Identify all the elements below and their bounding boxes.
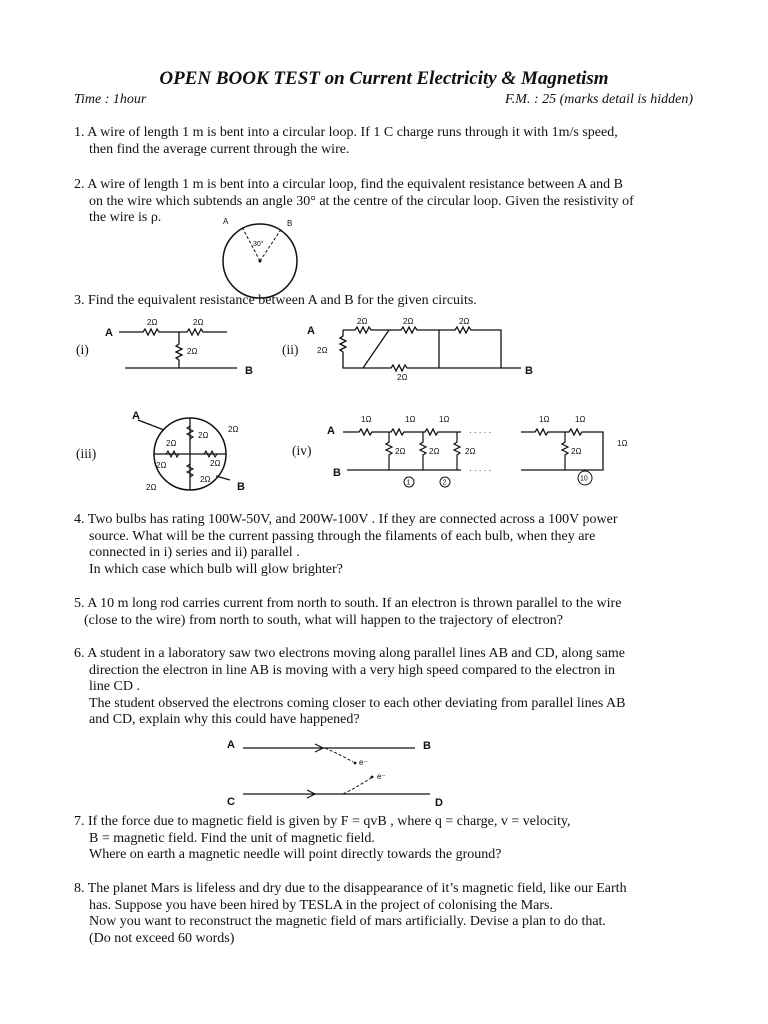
question-line: direction the electron in line AB is moving with a very high speed compared to the electron in	[89, 662, 616, 678]
resistor-label: 2Ω	[395, 447, 406, 456]
question-3	[74, 293, 704, 310]
resistor-label: 2Ω	[200, 475, 211, 484]
terminal-a-label: A	[307, 325, 315, 337]
time-label: Time : 1hour	[74, 92, 147, 107]
question-line: 3. Find the equivalent resistance between A and B for the given circuits.	[74, 293, 477, 308]
resistor-label: 2Ω	[187, 347, 198, 356]
resistor-label: 1Ω	[539, 415, 550, 424]
resistor-label: 2Ω	[228, 425, 239, 434]
resistor-label: 2Ω	[147, 318, 158, 327]
circuit-label-iv: (iv)	[292, 443, 312, 458]
marks-label: F.M. : 25 (marks detail is hidden)	[505, 92, 693, 107]
resistor-label: 2Ω	[571, 447, 582, 456]
terminal-b-label: B	[525, 365, 533, 377]
resistor-label: 2Ω	[210, 459, 221, 468]
circuit-ii-diagram	[305, 314, 545, 384]
circuit-i-diagram	[105, 314, 265, 384]
resistor-label: 1Ω	[439, 415, 450, 424]
resistor-label: 2Ω	[397, 373, 408, 382]
ellipsis-label: · · · · ·	[469, 466, 492, 475]
circuit-iv-diagram	[325, 412, 645, 490]
resistor-label: 1Ω	[617, 439, 628, 448]
resistor-label: 2Ω	[146, 483, 157, 492]
question-line: and CD, explain why this could have happened?	[89, 712, 360, 727]
question-line: then find the average current through the wire.	[89, 141, 350, 157]
question-7	[74, 814, 704, 864]
question-line: (Do not exceed 60 words)	[89, 930, 235, 946]
resistor-label: 2Ω	[465, 447, 476, 456]
resistor-label: 2Ω	[166, 439, 177, 448]
resistor-label: 2Ω	[198, 431, 209, 440]
question-8	[74, 881, 704, 947]
question-line: 2. A wire of length 1 m is bent into a circular loop, find the equivalent resistance between A and B	[74, 177, 623, 192]
point-a-label: A	[227, 739, 235, 751]
point-c-label: C	[227, 796, 235, 808]
question-line: has. Suppose you have been hired by TESLA in the project of colonising the Mars.	[89, 897, 553, 913]
parallel-lines-diagram	[225, 734, 455, 810]
node-label: 2	[442, 479, 447, 487]
point-b-label: B	[287, 219, 293, 228]
point-b-label: B	[423, 740, 431, 752]
angle-label: 30°	[253, 241, 264, 248]
resistor-label: 2Ω	[193, 318, 204, 327]
circuit-iii-diagram	[120, 410, 260, 496]
circuit-label-ii: (ii)	[282, 342, 299, 357]
electron-label: e⁻	[359, 758, 368, 767]
question-4	[74, 512, 704, 578]
resistor-label: 2Ω	[403, 317, 414, 326]
resistor-label: 2Ω	[156, 461, 167, 470]
question-line: The student observed the electrons coming closer to each other deviating from parallel lines AB	[89, 695, 626, 711]
point-a-label: A	[223, 217, 229, 226]
question-line: Now you want to reconstruct the magnetic field of mars artificially. Devise a plan to do that.	[89, 914, 606, 929]
question-line: 1. A wire of length 1 m is bent into a circular loop. If 1 C charge runs through it with 1m/s speed,	[74, 125, 618, 140]
ellipsis-label: · · · · ·	[469, 428, 492, 437]
circle-loop-diagram	[210, 212, 310, 302]
terminal-b-label: B	[333, 467, 341, 479]
resistor-label: 1Ω	[405, 415, 416, 424]
terminal-b-label: B	[245, 365, 253, 377]
question-line: (close to the wire) from north to south, what will happen to the trajectory of electron?	[84, 612, 563, 628]
terminal-b-label: B	[237, 481, 245, 493]
question-line: B = magnetic field. Find the unit of magnetic field.	[89, 830, 375, 846]
question-line: the wire is ρ.	[89, 210, 162, 225]
question-line: connected in i) series and ii) parallel .	[89, 545, 300, 560]
resistor-label: 2Ω	[357, 317, 368, 326]
question-5	[74, 596, 704, 629]
circuit-label-i: (i)	[76, 342, 89, 357]
resistor-label: 1Ω	[575, 415, 586, 424]
resistor-label: 2Ω	[429, 447, 440, 456]
question-6	[74, 646, 704, 729]
question-2	[74, 177, 704, 227]
terminal-a-label: A	[327, 425, 335, 437]
point-d-label: D	[435, 797, 443, 809]
resistor-label: 1Ω	[361, 415, 372, 424]
question-1	[74, 125, 704, 158]
question-line: 4. Two bulbs has rating 100W-50V, and 200W-100V . If they are connected across a 100V power	[74, 512, 618, 527]
question-line: on the wire which subtends an angle 30° at the centre of the circular loop. Given the resistivity of	[89, 193, 634, 209]
question-line: line CD .	[89, 679, 140, 694]
page-title: OPEN BOOK TEST on Current Electricity & Magnetism	[159, 68, 609, 89]
electron-label: e⁻	[377, 772, 386, 781]
resistor-label: 2Ω	[317, 346, 328, 355]
question-line: 5. A 10 m long rod carries current from north to south. If an electron is thrown parallel to the wire	[74, 596, 622, 611]
question-line: Where on earth a magnetic needle will point directly towards the ground?	[89, 847, 502, 862]
circuit-label-iii: (iii)	[76, 446, 97, 461]
terminal-a-label: A	[105, 327, 113, 339]
node-label: 10	[580, 475, 588, 483]
terminal-a-label: A	[132, 410, 140, 422]
question-line: 8. The planet Mars is lifeless and dry due to the disappearance of it’s magnetic field, like our Earth	[74, 881, 627, 896]
question-line: 7. If the force due to magnetic field is given by F = qvB , where q = charge, v = velocity,	[74, 814, 571, 829]
node-label: 1	[406, 479, 411, 487]
question-line: 6. A student in a laboratory saw two electrons moving along parallel lines AB and CD, along same	[74, 646, 625, 661]
question-line: source. What will be the current passing through the filaments of each bulb, when they are	[89, 528, 596, 544]
resistor-label: 2Ω	[459, 317, 470, 326]
question-line: In which case which bulb will glow brighter?	[89, 561, 343, 577]
